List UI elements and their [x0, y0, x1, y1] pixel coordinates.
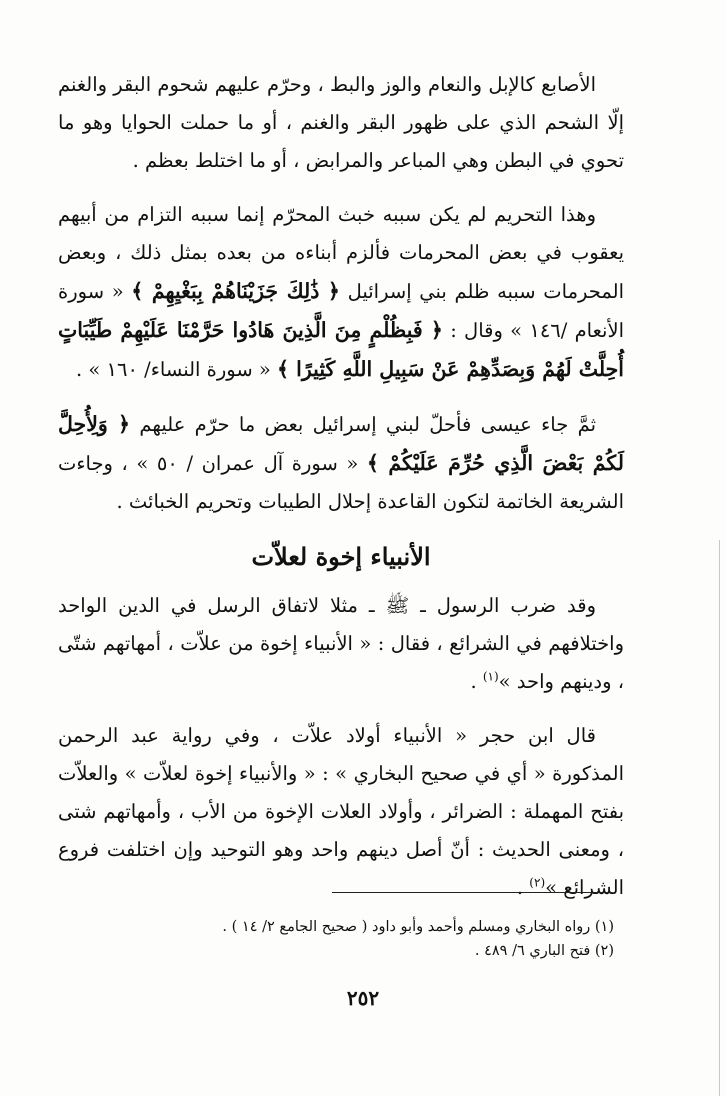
paragraphs-top — [58, 66, 624, 521]
quran-verse: ﴿ ذَٰلِكَ جَزَيْنَاهُمْ بِبَغْيِهِمْ ﴾ — [131, 279, 340, 303]
main-text — [58, 66, 624, 923]
footnote-separator — [332, 892, 612, 893]
footnote: (١) رواه البخاري ومسلم وأحمد وأبو داود ( صحيح الجامع ٢/ ١٤ ) . — [222, 919, 614, 935]
footnote: (٢) فتح الباري ٦/ ٤٨٩ . — [474, 943, 614, 959]
text-segment: وقد ضرب الرسول ـ ﷺ ـ مثلا لاتفاق الرسل في الدين الواحد واختلافهم في الشرائع ، فقال : « الأنبياء إخوة من علاّت ، أمهاتهم شتّى ، ودينهم واحد » — [58, 594, 624, 693]
text-segment: ثمَّ جاء عيسى فأحلّ لبني إسرائيل بعض ما حرّم عليهم — [130, 413, 596, 436]
paragraphs-bottom — [58, 587, 624, 907]
section-heading: الأنبياء إخوة لعلاّت — [251, 542, 431, 571]
paragraph — [58, 196, 624, 389]
paragraph — [58, 66, 624, 180]
paragraph — [58, 405, 624, 521]
text-segment: « سورة الأنعام /١٤٦ » وقال : — [58, 280, 624, 342]
page-number: ٢٥٢ — [346, 986, 380, 1010]
footnotes — [58, 915, 614, 963]
text-segment: . — [470, 670, 483, 693]
footnote-reference: (٢) — [529, 875, 546, 890]
text-segment: الأصابع كالإبل والنعام والوز والبط ، وحرّم عليهم شحوم البقر والغنم إلّا الشحم الذي على ظهور البقر والغنم ، أو ما حملت الحوايا وهو ما تحوي في البطن وهي المباعر والمرابض ، أو ما اختلط بعظم . — [58, 73, 624, 172]
text-segment: « سورة النساء/ ١٦٠ » . — [75, 358, 278, 381]
page-edge-line — [719, 540, 720, 1096]
text-segment: قال ابن حجر « الأنبياء أولاد علاّت ، وفي رواية عبد الرحمن المذكورة « أي في صحيح البخاري » : « والأنبياء إخوة لعلاّت » والعلاّت بفتح المهملة : الضرائر ، وأولاد العلات الإخوة من الأب ، وأمهاتهم شتى ، ومعنى الحديث : أنّ أصل دينهم واحد وهو التوحيد وإن اختلفت فروع الشرائع » — [58, 724, 624, 899]
paragraph — [58, 587, 624, 701]
text-segment: « سورة آل عمران / ٥٠ » ، وجاءت الشريعة الخاتمة لتكون القاعدة إحلال الطيبات وتحريم الخبائث . — [58, 452, 624, 513]
footnote-reference: (١) — [482, 669, 499, 684]
paragraph — [58, 717, 624, 907]
quran-verse: ﴿ فَبِظُلْمٍ مِنَ الَّذِينَ هَادُوا حَرَّمْنَا عَلَيْهِمْ طَيِّبَاتٍ أُحِلَّتْ لَهُمْ وَبِصَدِّهِمْ عَنْ سَبِيلِ اللَّهِ كَثِيرًا ﴾ — [58, 318, 624, 381]
text-segment: . — [516, 876, 530, 899]
text-segment: وهذا التحريم لم يكن سببه خبث المحرّم إنما سببه التزام من أبيهم يعقوب في بعض المحرمات فألزم أبناءه من بعده بمثل ذلك ، وبعض المحرمات سببه ظلم بني إسرائيل — [58, 203, 625, 303]
quran-verse: ﴿ وَلِأُحِلَّ لَكُمْ بَعْضَ الَّذِي حُرِّمَ عَلَيْكُمْ ﴾ — [58, 412, 624, 475]
